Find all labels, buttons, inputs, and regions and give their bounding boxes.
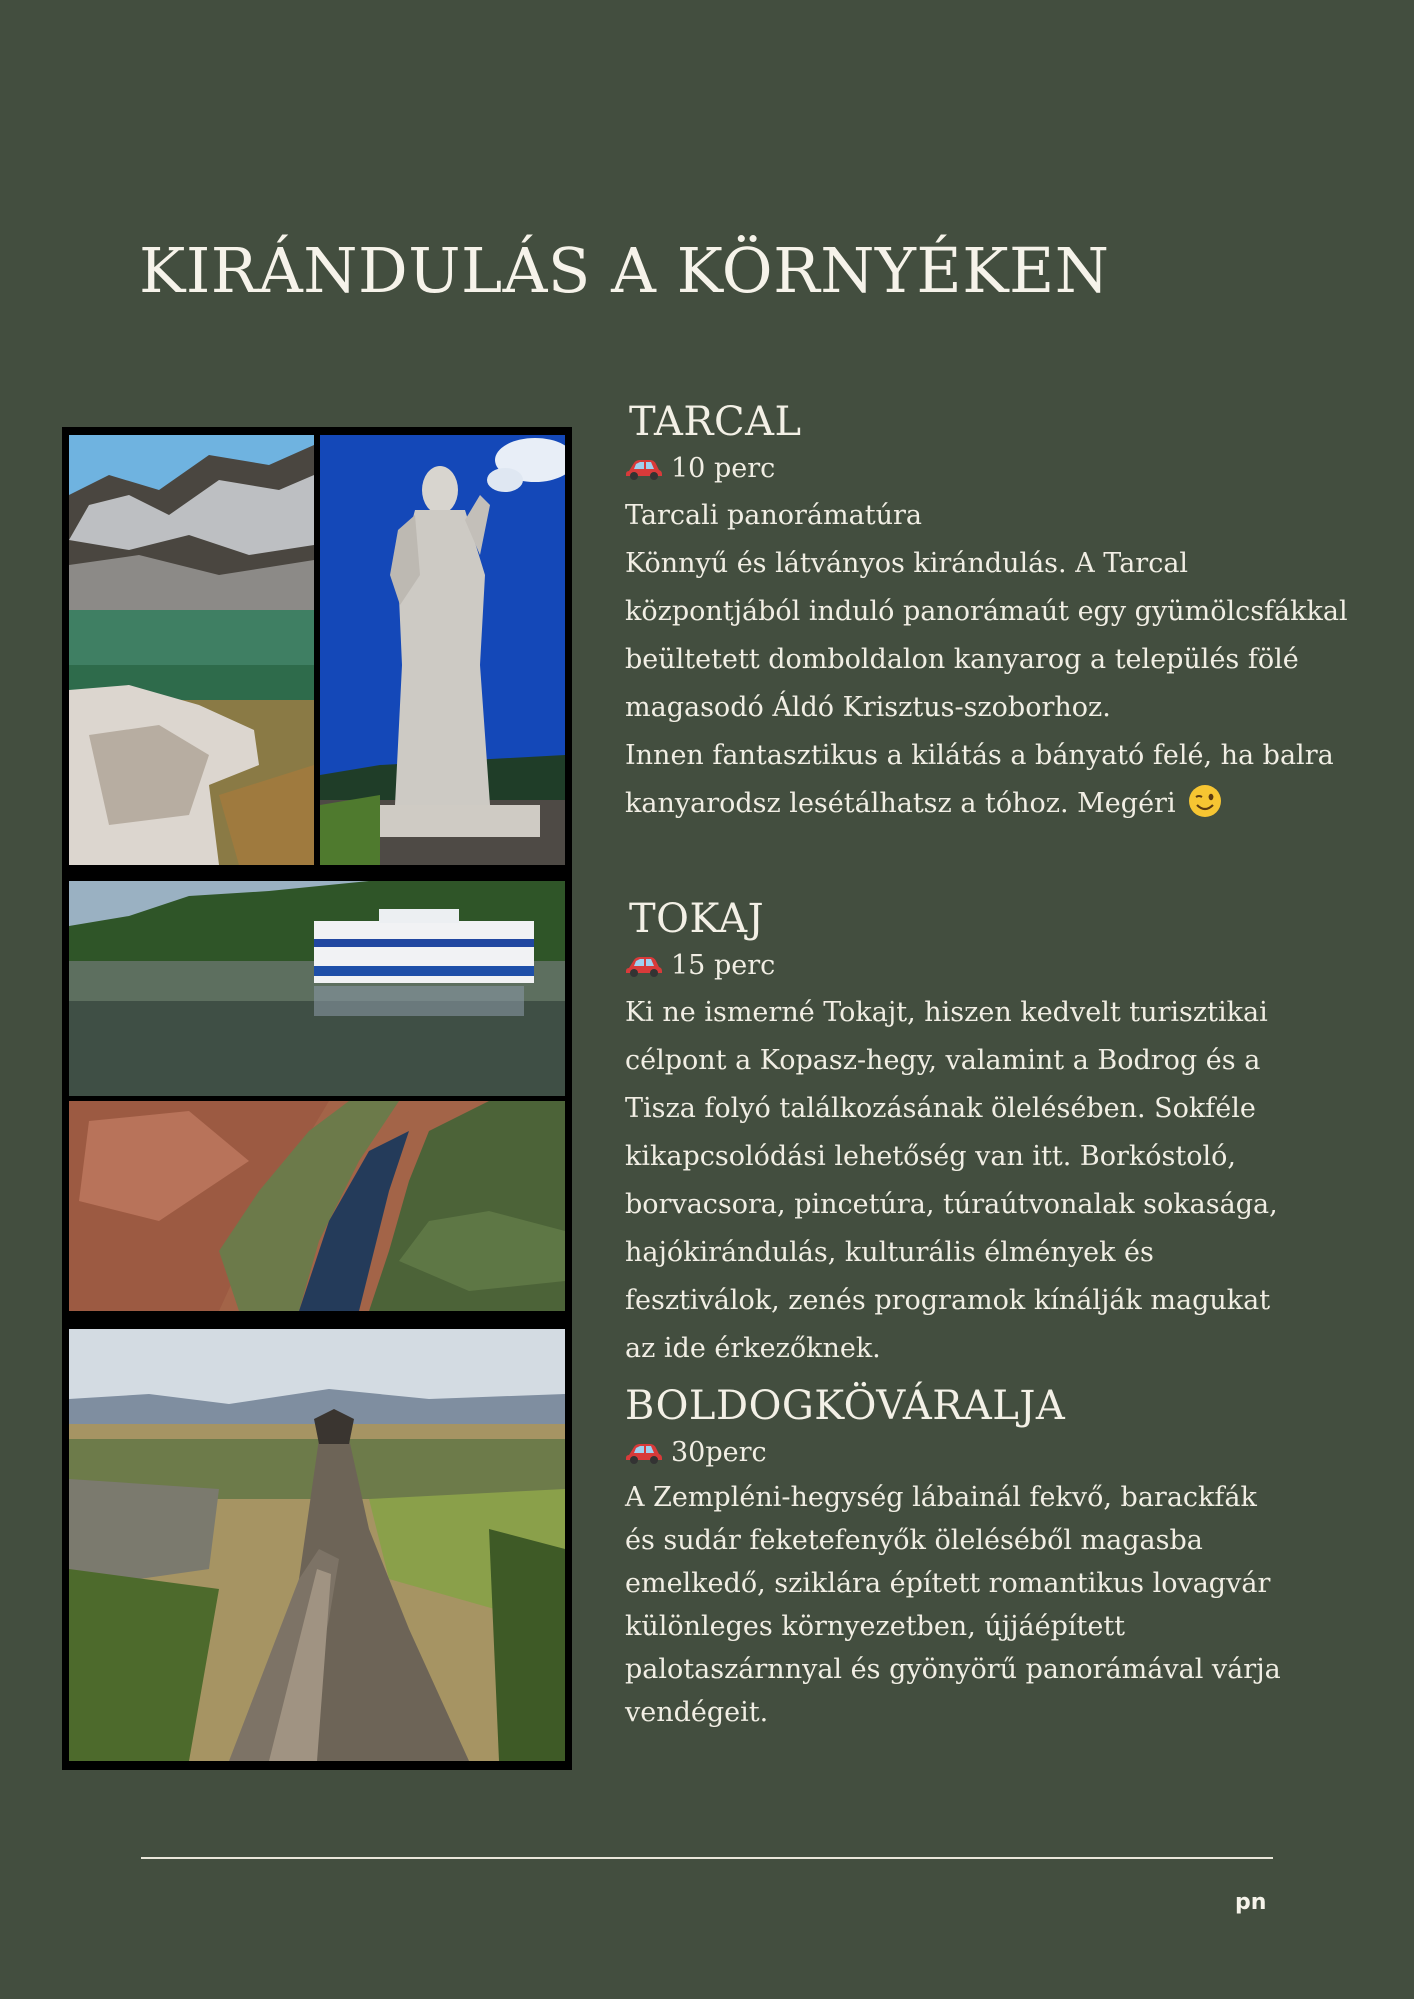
drive-time-text: 15 perc [671,950,776,981]
photo-tarcal-quarry-lake [69,435,314,865]
section-body [625,492,1365,828]
body-line: magasodó Áldó Krisztus-szoborhoz. [625,692,1111,723]
photo-tokaj-aerial [69,1101,565,1311]
body-line: Tisza folyó találkozásának ölelésében. Sokféle [625,1093,1256,1124]
body-line: borvacsora, pincetúra, túraútvonalak sokasága, [625,1189,1278,1220]
section-body [625,1476,1365,1734]
car-icon [625,1441,663,1465]
drive-time [625,943,1365,989]
body-line: különleges környezetben, újjáépített [625,1611,1126,1642]
body-line: fesztiválok, zenés programok kínálják magukat [625,1285,1271,1316]
body-line: kanyarodsz lesétálhatsz a tóhoz. Megéri [625,788,1176,819]
section-title: TARCAL [629,399,802,445]
body-line: célpont a Kopasz-hegy, valamint a Bodrog és a [625,1045,1261,1076]
body-line: A Zempléni-hegység lábainál fekvő, barackfák [625,1482,1257,1513]
photo-tarcal-christ-statue [320,435,565,865]
drive-time-text: 30perc [671,1437,767,1468]
car-icon [625,954,663,978]
body-line: emelkedő, sziklára épített romantikus lovagvár [625,1568,1271,1599]
footer-divider [141,1857,1273,1859]
drive-time [625,446,1365,492]
page-title: KIRÁNDULÁS A KÖRNYÉKEN [139,234,1110,307]
body-line: Könnyű és látványos kirándulás. A Tarcal [625,548,1189,579]
photo-collage [62,427,572,1770]
body-line: és sudár feketefenyők öleléséből magasba [625,1525,1203,1556]
photo-boldogko-walkway [69,1329,565,1761]
drive-time [625,1430,1365,1476]
body-line: az ide érkezőknek. [625,1333,881,1364]
body-line: beültetett domboldalon kanyarog a település fölé [625,644,1299,675]
body-line: központjából induló panorámaút egy gyümölcsfákkal [625,596,1348,627]
body-line: Ki ne ismerné Tokajt, hiszen kedvelt turisztikai [625,997,1268,1028]
section-tarcal [625,398,1365,828]
section-boldogkovaralja [625,1382,1365,1734]
winking-face-icon [1188,784,1222,818]
photo-tokaj-boat [69,881,565,1096]
footer-mark: pn [1235,1890,1267,1915]
body-line: hajókirándulás, kulturális élmények és [625,1237,1154,1268]
car-icon [625,457,663,481]
body-line: palotaszárnnyal és gyönyörű panorámával várja [625,1654,1281,1685]
body-line: vendégeit. [625,1697,769,1728]
section-body [625,989,1365,1373]
body-line: Innen fantasztikus a kilátás a bányató felé, ha balra [625,740,1334,771]
section-title: TOKAJ [629,896,765,942]
section-tokaj [625,895,1365,1373]
drive-time-text: 10 perc [671,453,776,484]
section-title: BOLDOGKÖVÁRALJA [625,1383,1066,1429]
body-line: Tarcali panorámatúra [625,500,922,531]
body-line: kikapcsolódási lehetőség van itt. Borkóstoló, [625,1141,1236,1172]
